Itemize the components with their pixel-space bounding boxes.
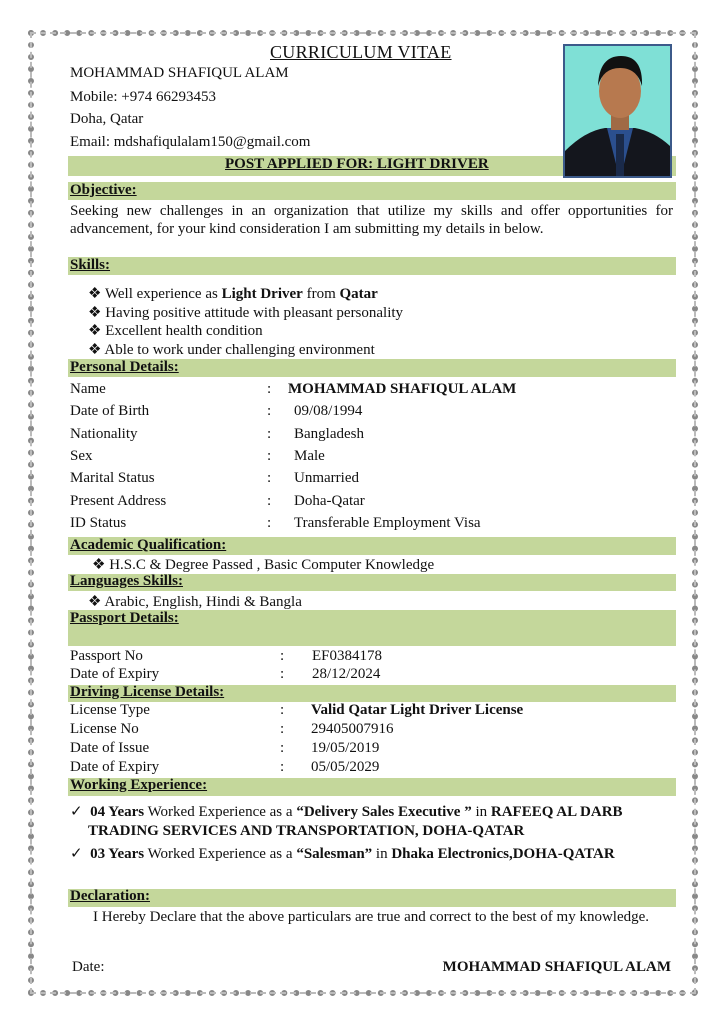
row-colon: :: [280, 721, 285, 737]
objective-text: Seeking new challenges in an organization that utilize my skills and offer opportunities for advancement, for your kind consideration I am submitting my details in below.: [70, 203, 673, 237]
row-label: License Type: [70, 702, 150, 718]
license-heading: Driving License Details:: [70, 684, 225, 700]
profile-photo: [563, 44, 672, 178]
row-colon: :: [280, 648, 285, 664]
signature-name: MOHAMMAD SHAFIQUL ALAM: [442, 959, 671, 975]
objective-band: [68, 182, 676, 200]
location: Doha, Qatar: [70, 111, 144, 127]
row-colon: :: [280, 759, 285, 775]
skill-item: ❖ Well experience as Light Driver from Qatar: [88, 286, 378, 302]
row-value: 29405007916: [311, 721, 394, 737]
row-value: 19/05/2019: [311, 740, 380, 756]
objective-heading: Objective:: [70, 182, 137, 198]
row-colon: :: [267, 470, 272, 487]
row-value: 28/12/2024: [312, 666, 381, 682]
row-label: Passport No: [70, 648, 143, 664]
passport-heading: Passport Details:: [70, 610, 179, 626]
row-colon: :: [280, 740, 285, 756]
post-applied: POST APPLIED FOR: LIGHT DRIVER: [225, 156, 489, 172]
languages-item: ❖ Arabic, English, Hindi & Bangla: [88, 594, 302, 610]
date-label: Date:: [72, 959, 105, 975]
row-colon: :: [280, 702, 285, 718]
row-value: EF0384178: [312, 648, 383, 664]
row-colon: :: [267, 381, 272, 397]
row-label: Present Address: [70, 492, 167, 509]
row-label: License No: [70, 721, 139, 737]
row-label: ID Status: [70, 514, 127, 531]
row-value: Doha-Qatar: [294, 492, 365, 509]
row-label: Marital Status: [70, 470, 155, 487]
declaration-text: I Hereby Declare that the above particulars are true and correct to the best of my knowledge.: [93, 909, 650, 925]
row-value: 09/08/1994: [294, 403, 363, 420]
row-value: Unmarried: [294, 470, 359, 487]
row-label: Date of Expiry: [70, 666, 160, 682]
skill-item: ❖ Able to work under challenging environment: [88, 342, 375, 358]
experience-item: ✓ 03 Years Worked Experience as a “Salesman” in Dhaka Electronics,DOHA-QATAR: [70, 846, 615, 862]
declaration-heading: Declaration:: [70, 888, 150, 904]
row-label: Name: [70, 381, 106, 397]
row-colon: :: [280, 666, 285, 682]
row-colon: :: [267, 403, 272, 420]
row-label: Date of Issue: [70, 740, 150, 756]
experience-heading: Working Experience:: [70, 777, 208, 793]
personal-heading: Personal Details:: [70, 359, 179, 375]
languages-heading: Languages Skills:: [70, 573, 183, 589]
row-colon: :: [267, 425, 272, 442]
row-value: Transferable Employment Visa: [294, 514, 481, 531]
row-label: Date of Expiry: [70, 759, 160, 775]
declaration-band: [68, 889, 676, 907]
row-colon: :: [267, 447, 272, 464]
row-colon: :: [267, 492, 272, 509]
row-value: Male: [294, 447, 325, 464]
academic-heading: Academic Qualification:: [70, 537, 227, 553]
applicant-name: MOHAMMAD SHAFIQUL ALAM: [70, 65, 289, 81]
academic-item: ❖ H.S.C & Degree Passed , Basic Computer Knowledge: [92, 557, 435, 573]
email: Email: mdshafiqulalam150@gmail.com: [70, 134, 311, 150]
row-label: Sex: [70, 447, 93, 464]
row-label: Date of Birth: [70, 403, 150, 420]
row-value: Bangladesh: [294, 425, 364, 442]
row-value: 05/05/2029: [311, 759, 380, 775]
document-title: CURRICULUM VITAE: [270, 42, 452, 62]
experience-item: ✓ 04 Years Worked Experience as a “Delivery Sales Executive ” in RAFEEQ AL DARB TRADING SERVICES AND TRANSPORTATION, DOHA-QATAR: [70, 804, 623, 839]
skills-band: [68, 257, 676, 275]
skill-item: ❖ Excellent health condition: [88, 323, 263, 339]
skills-heading: Skills:: [70, 257, 111, 273]
mobile: Mobile: +974 66293453: [70, 89, 216, 105]
row-label: Nationality: [70, 425, 138, 442]
row-value: MOHAMMAD SHAFIQUL ALAM: [288, 381, 517, 397]
row-value: Valid Qatar Light Driver License: [311, 702, 524, 718]
skill-item: ❖ Having positive attitude with pleasant personality: [88, 305, 404, 321]
row-colon: :: [267, 514, 272, 531]
